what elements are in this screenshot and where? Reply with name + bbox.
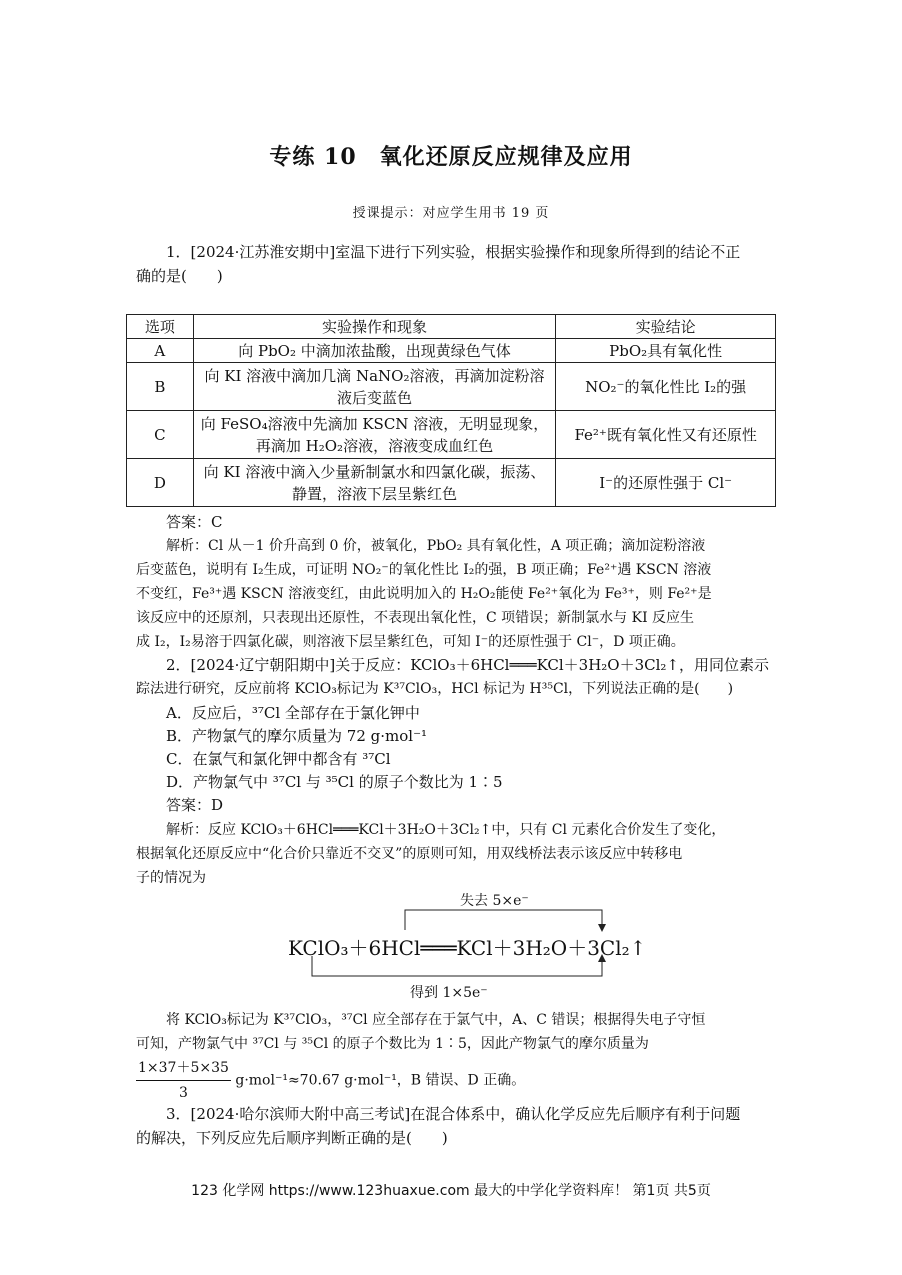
q1-answer: 答案：C — [166, 513, 223, 531]
q1-table — [126, 314, 776, 507]
q2-answer: 答案：D — [166, 796, 224, 814]
q1-analysis-line: 成 I₂，I₂易溶于四氯化碳，则溶液下层呈紫红色，可知 I⁻的还原性强于 Cl⁻，D 项正确。 — [136, 634, 685, 650]
operation-line: 静置，溶液下层呈紫红色 — [291, 484, 457, 503]
row-operation — [193, 363, 556, 411]
row-option: B — [127, 363, 194, 411]
row-operation — [193, 459, 556, 507]
row-option: A — [127, 339, 194, 363]
q2-option-a: A．反应后，³⁷Cl 全部存在于氯化钾中 — [166, 704, 420, 722]
fraction-tail: g·mol⁻¹≈70.67 g·mol⁻¹，B 错误、D 正确。 — [235, 1072, 526, 1089]
table-row — [127, 339, 776, 363]
header-operation: 实验操作和现象 — [193, 315, 556, 339]
table-header-row — [127, 315, 776, 339]
row-option: C — [127, 411, 194, 459]
q2-analysis2-line: 将 KClO₃标记为 K³⁷ClO₃，³⁷Cl 应全部存在于氯气中，A、C 错误；根据得失电子守恒 — [166, 1012, 706, 1028]
operation-line: 向 PbO₂ 中滴加浓盐酸，出现黄绿色气体 — [238, 341, 511, 360]
operation-line: 液后变蓝色 — [336, 388, 412, 407]
table-row — [127, 459, 776, 507]
q1-analysis-line: 该反应中的还原剂，只表现出还原性，不表现出氧化性，C 项错误；新制氯水与 KI 反应生 — [136, 610, 695, 626]
operation-line: 向 KI 溶液中滴加几滴 NaNO₂溶液，再滴加淀粉溶 — [204, 366, 545, 385]
fraction-numerator: 1×37＋5×35 — [136, 1056, 231, 1081]
q1-analysis-line: 后变蓝色，说明有 I₂生成，可证明 NO₂⁻的氧化性比 I₂的强，B 项正确；Fe²⁺遇 KSCN 溶液 — [136, 562, 712, 578]
reaction-equation: KClO₃＋6HCl═══KCl＋3H₂O＋3Cl₂↑ — [288, 936, 647, 960]
q2-analysis2-line: 可知，产物氯气中 ³⁷Cl 与 ³⁵Cl 的原子个数比为 1∶5，因此产物氯气的摩尔质量为 — [136, 1036, 649, 1052]
lose-arrowhead — [598, 924, 606, 932]
table-row — [127, 411, 776, 459]
lose-bridge-line — [405, 910, 602, 930]
row-conclusion: PbO₂具有氧化性 — [556, 339, 776, 363]
operation-line: 向 FeSO₄溶液中先滴加 KSCN 溶液，无明显现象， — [200, 414, 549, 433]
header-option: 选项 — [127, 315, 194, 339]
teaching-hint: 授课提示：对应学生用书 19 页 — [352, 206, 550, 221]
q2-stem-line1: 2．[2024·辽宁朝阳期中]关于反应：KClO₃＋6HCl═══KCl＋3H₂O＋3Cl₂↑，用同位素示 — [166, 656, 769, 674]
fraction-denominator: 3 — [178, 1085, 188, 1101]
table-row — [127, 363, 776, 411]
page-footer: 123 化学网 https://www.123huaxue.com 最大的中学化学资料库！ 第1页 共5页 — [191, 1183, 711, 1199]
q1-stem-line1: 1．[2024·江苏淮安期中]室温下进行下列实验，根据实验操作和现象所得到的结论不正 — [166, 243, 741, 261]
fraction — [136, 1056, 231, 1105]
q2-stem-line2: 踪法进行研究，反应前将 KClO₃标记为 K³⁷ClO₃，HCl 标记为 H³⁵Cl，下列说法正确的是( ) — [136, 681, 734, 697]
q2-option-d: D．产物氯气中 ³⁷Cl 与 ³⁵Cl 的原子个数比为 1∶5 — [166, 773, 503, 791]
gain-electrons-label: 得到 1×5e⁻ — [410, 985, 488, 1001]
q2-option-b: B．产物氯气的摩尔质量为 72 g·mol⁻¹ — [166, 727, 427, 745]
lose-electrons-label: 失去 5×e⁻ — [460, 893, 529, 909]
q1-analysis-line: 解析：Cl 从－1 价升高到 0 价，被氧化，PbO₂ 具有氧化性，A 项正确；滴加淀粉溶液 — [166, 538, 706, 554]
row-conclusion: NO₂⁻的氧化性比 I₂的强 — [556, 363, 776, 411]
row-conclusion: I⁻的还原性强于 Cl⁻ — [556, 459, 776, 507]
operation-line: 再滴加 H₂O₂溶液，溶液变成血红色 — [255, 436, 494, 455]
q1-analysis-line: 不变红，Fe³⁺遇 KSCN 溶液变红，由此说明加入的 H₂O₂能使 Fe²⁺氧化为 Fe³⁺，则 Fe²⁺是 — [136, 586, 712, 602]
operation-line: 向 KI 溶液中滴入少量新制氯水和四氯化碳，振荡、 — [203, 462, 546, 481]
q2-option-c: C．在氯气和氯化钾中都含有 ³⁷Cl — [166, 750, 391, 768]
row-operation — [193, 411, 556, 459]
q2-analysis-line: 根据氧化还原反应中“化合价只靠近不交叉”的原则可知，用双线桥法表示该反应中转移电 — [136, 846, 683, 862]
header-conclusion: 实验结论 — [556, 315, 776, 339]
q2-analysis-line: 解析：反应 KClO₃＋6HCl═══KCl＋3H₂O＋3Cl₂↑中，只有 Cl 元素化合价发生了变化， — [166, 822, 726, 838]
q3-stem-line2: 的解决，下列反应先后顺序判断正确的是( ) — [136, 1129, 448, 1147]
molar-mass-calc — [136, 1056, 776, 1105]
page-title: 专练 10 氧化还原反应规律及应用 — [269, 144, 633, 170]
q2-analysis-line: 子的情况为 — [136, 870, 206, 886]
q3-stem-line1: 3．[2024·哈尔滨师大附中高三考试]在混合体系中，确认化学反应先后顺序有利于问题 — [166, 1105, 741, 1123]
row-conclusion: Fe²⁺既有氧化性又有还原性 — [556, 411, 776, 459]
row-operation — [193, 339, 556, 363]
q1-stem-line2: 确的是( ) — [136, 267, 223, 285]
row-option: D — [127, 459, 194, 507]
